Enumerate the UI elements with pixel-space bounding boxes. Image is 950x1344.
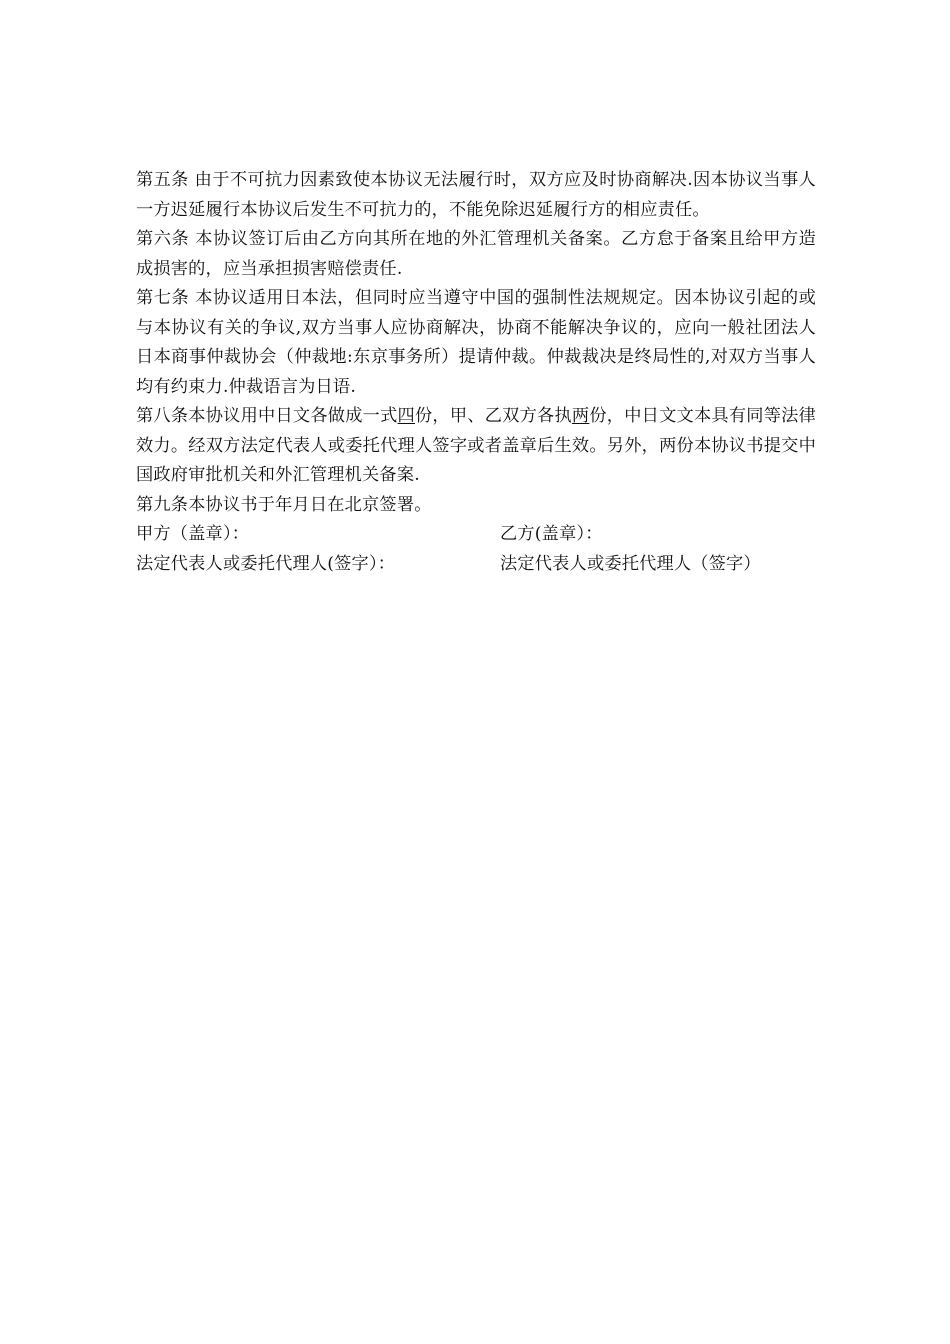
article-9-paragraph: 第九条本协议书于年月日在北京签署。: [136, 494, 432, 515]
article-8-text-part1: 第八条本协议用中日文各做成一式: [136, 406, 398, 426]
article-8-text-part3: 份，中日文文本具有同等法律效力。经双方法定代表人或委托代理人签字或者盖章后生效。另外，两份本协议书提交中国政府审批机关和外汇管理机关备案.: [136, 406, 816, 485]
party-b-seal-label: 乙方(盖章）：: [500, 524, 603, 544]
article-8-paragraph: [136, 402, 816, 491]
document-body: [136, 166, 816, 579]
article-8-copies-total: 四: [397, 406, 415, 426]
article-7-paragraph: 第七条 本协议适用日本法，但同时应当遵守中国的强制性法规规定。因本协议引起的或与本协议有关的争议,双方当事人应协商解决，协商不能解决争议的，应向一般社团法人日本商事仲裁协会（仲裁地:东京事务所）提请仲裁。仲裁裁决是终局性的,对双方当事人均有约束力.仲裁语言为日语.: [136, 288, 816, 397]
party-a-seal-label: 甲方（盖章）：: [136, 524, 250, 544]
party-b-representative-label: 法定代表人或委托代理人（签字）: [500, 553, 761, 574]
article-5-paragraph: 第五条 由于不可抗力因素致使本协议无法履行时，双方应及时协商解决.因本协议当事人一方迟延履行本协议后发生不可抗力的，不能免除迟延履行方的相应责任。: [136, 170, 816, 220]
article-8-text-part2: 份，甲、乙双方各执: [414, 406, 572, 426]
article-6-paragraph: 第六条 本协议签订后由乙方向其所在地的外汇管理机关备案。乙方怠于备案且给甲方造成损害的，应当承担损害赔偿责任.: [136, 229, 816, 279]
seal-row: [136, 520, 816, 550]
party-a-representative-label: 法定代表人或委托代理人(签字）：: [136, 553, 396, 574]
article-8-copies-each: 两: [571, 406, 590, 426]
representative-row: [136, 550, 816, 580]
